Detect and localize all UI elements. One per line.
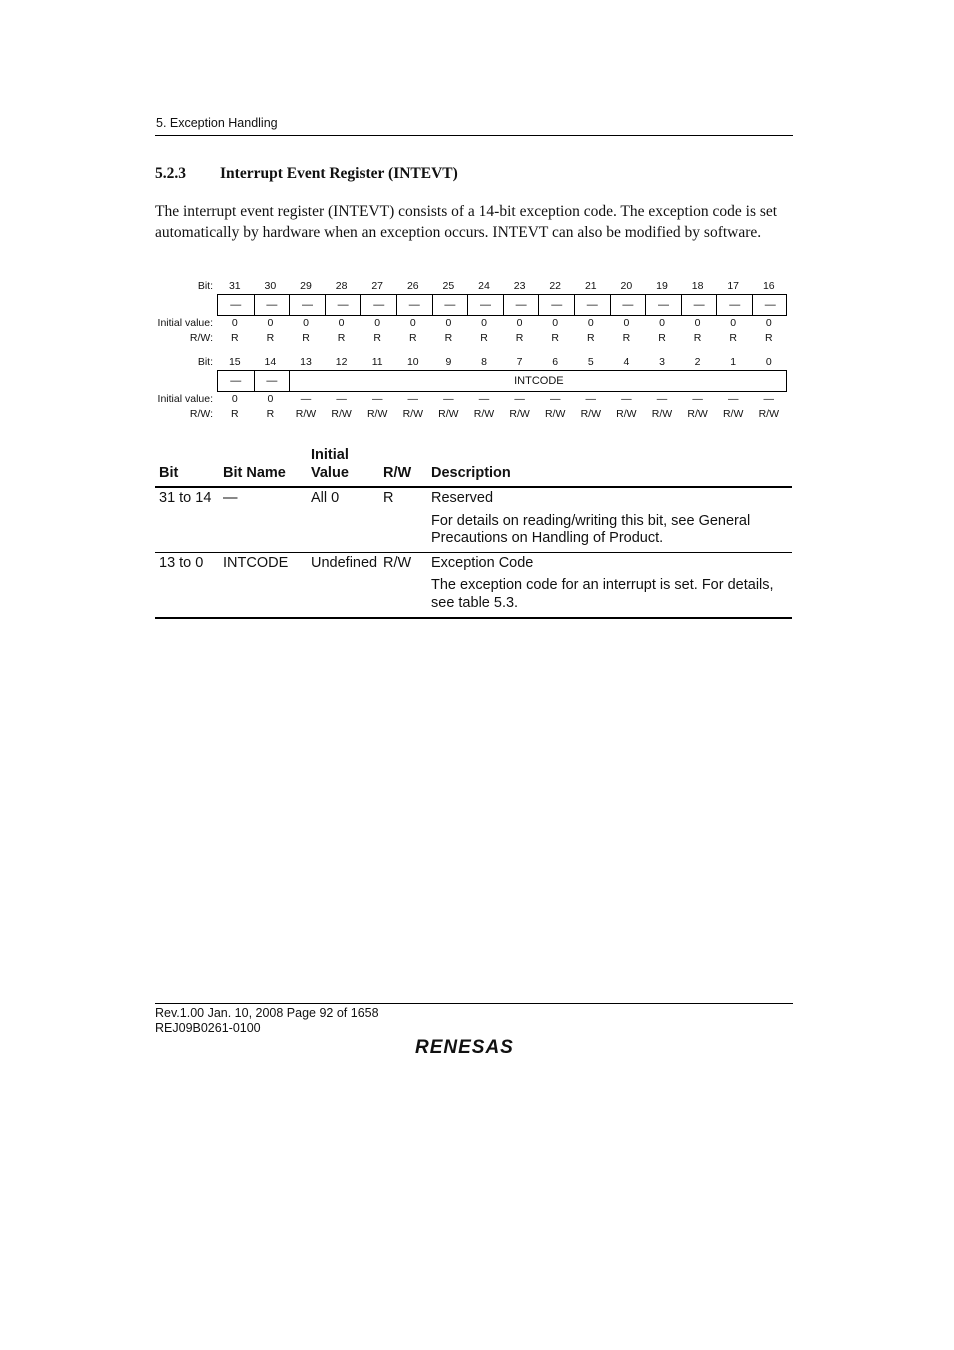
- initial-value: —: [336, 393, 347, 405]
- rw-value: R/W: [366, 408, 388, 420]
- rw-value: R: [337, 332, 346, 344]
- label-initial-value: Initial value:: [157, 317, 213, 329]
- initial-value: 0: [730, 317, 737, 329]
- row-bit: 13 to 0: [159, 555, 204, 571]
- rw-value: R: [480, 332, 488, 344]
- rw-value: R: [266, 408, 275, 420]
- label-rw: R/W:: [189, 408, 213, 420]
- initial-value: 0: [267, 393, 274, 405]
- field-reserved: —: [716, 295, 752, 315]
- rw-value: R: [587, 332, 595, 344]
- field-reserved: —: [325, 295, 361, 315]
- rw-value: R: [729, 332, 737, 344]
- initial-value: —: [407, 393, 419, 405]
- rw-value: R/W: [402, 408, 423, 420]
- rw-value: R/W: [580, 408, 601, 420]
- initial-value: 0: [374, 317, 381, 329]
- bit-number: 18: [691, 280, 704, 292]
- initial-value: 0: [338, 317, 345, 329]
- row-initial: Undefined: [311, 555, 378, 571]
- bit-number: 8: [481, 356, 487, 368]
- label-bit: Bit:: [197, 356, 213, 368]
- footer-revision: Rev.1.00 Jan. 10, 2008 Page 92 of 1658: [155, 1006, 379, 1020]
- bit-number: 28: [335, 280, 348, 292]
- rw-value: R: [622, 332, 631, 344]
- initial-value: 0: [231, 317, 238, 329]
- bit-number: 5: [587, 356, 594, 368]
- row-bit-name: —: [223, 490, 238, 506]
- row-desc-line-2: see table 5.3.: [431, 595, 519, 611]
- header-rule: [155, 486, 792, 488]
- bit-number: 15: [228, 356, 241, 368]
- rw-value: R/W: [722, 408, 744, 420]
- field-reserved: —: [432, 295, 468, 315]
- label-rw: R/W:: [189, 332, 213, 344]
- rw-value: R: [658, 332, 666, 344]
- col-header-bit-name: Bit Name: [223, 465, 286, 481]
- row-bit: 31 to 14: [159, 490, 212, 506]
- initial-value: —: [585, 393, 597, 405]
- field-reserved: —: [254, 295, 290, 315]
- bit-number: 25: [442, 280, 455, 292]
- field-reserved: —: [645, 295, 681, 315]
- initial-value: 0: [516, 317, 523, 329]
- field-reserved: —: [503, 295, 539, 315]
- initial-value: —: [549, 393, 561, 405]
- rw-value: R/W: [438, 408, 459, 420]
- bit-number: 17: [727, 280, 740, 292]
- row-desc-title: Exception Code: [431, 555, 534, 571]
- bit-number: 11: [371, 356, 383, 368]
- bit-number: 16: [762, 280, 775, 292]
- row-bit-name: INTCODE: [223, 555, 289, 571]
- initial-value: —: [300, 393, 312, 405]
- bit-number: 30: [264, 280, 277, 292]
- initial-value: 0: [409, 317, 416, 329]
- section-title: Interrupt Event Register (INTEVT): [220, 165, 458, 182]
- bit-number: 22: [549, 280, 562, 292]
- rw-value: R/W: [473, 408, 495, 420]
- field-reserved: —: [752, 295, 788, 315]
- label-initial-value: Initial value:: [157, 393, 213, 405]
- bit-number: 7: [516, 356, 523, 368]
- rw-value: R/W: [544, 408, 566, 420]
- bit-number: 14: [264, 356, 277, 368]
- rw-value: R/W: [651, 408, 673, 420]
- field-reserved: —: [230, 375, 242, 387]
- col-header-rw: R/W: [383, 465, 412, 481]
- rw-value: R: [231, 408, 239, 420]
- bit-number: 20: [620, 280, 633, 292]
- initial-value: —: [763, 393, 775, 405]
- initial-value: —: [514, 393, 525, 405]
- rw-value: R/W: [616, 408, 637, 420]
- field-reserved: —: [574, 295, 610, 315]
- running-header: [155, 115, 793, 136]
- field-reserved: —: [467, 295, 503, 315]
- row-desc-title: Reserved: [431, 490, 494, 506]
- rw-value: R: [444, 332, 453, 344]
- rw-value: R: [266, 332, 275, 344]
- initial-value: 0: [765, 317, 772, 329]
- bit-number: 21: [584, 280, 597, 292]
- rw-value: R: [693, 332, 702, 344]
- running-title: 5. Exception Handling: [156, 116, 278, 130]
- field-reserved: —: [610, 295, 646, 315]
- bit-number: 1: [730, 356, 737, 368]
- row-divider: [155, 552, 792, 553]
- initial-value: 0: [481, 317, 487, 329]
- initial-value: 0: [267, 317, 274, 329]
- field-reserved: —: [254, 371, 290, 391]
- footer-doc-number: REJ09B0261-0100: [155, 1021, 261, 1035]
- bit-number: 2: [694, 356, 701, 368]
- col-header-description: Description: [431, 465, 511, 481]
- table-bottom-rule: [155, 617, 792, 619]
- col-header-bit: Bit: [159, 465, 179, 481]
- initial-value: 0: [303, 317, 309, 329]
- row-rw: R: [383, 490, 394, 506]
- row-initial: All 0: [311, 490, 340, 506]
- section-heading: [155, 165, 458, 183]
- bit-number: 29: [300, 280, 312, 292]
- field-reserved: —: [396, 295, 432, 315]
- register-field-row: [217, 294, 787, 316]
- initial-value: 0: [552, 317, 559, 329]
- bit-number: 0: [765, 356, 772, 368]
- initial-value: —: [371, 393, 383, 405]
- col-header-initial-2: Value: [311, 465, 349, 481]
- field-reserved: —: [681, 295, 717, 315]
- rw-value: R/W: [295, 408, 317, 420]
- rw-value: R/W: [687, 408, 708, 420]
- field-reserved: —: [360, 295, 396, 315]
- bit-number: 4: [623, 356, 630, 368]
- section-number: 5.2.3: [155, 165, 186, 182]
- initial-value: —: [478, 393, 490, 405]
- field-reserved: —: [289, 295, 325, 315]
- initial-value: 0: [231, 393, 238, 405]
- initial-value: 0: [623, 317, 630, 329]
- row-rw: R/W: [383, 555, 412, 571]
- bit-number: 3: [659, 356, 665, 368]
- initial-value: 0: [694, 317, 701, 329]
- initial-value: 0: [659, 317, 665, 329]
- initial-value: —: [621, 393, 632, 405]
- intro-paragraph: The interrupt event register (INTEVT) consists of a 14-bit exception code. The exception code is set automatically by hardware when an exception occurs. INTEVT can also be modified by software.: [155, 203, 778, 241]
- row-desc-line-2: Precautions on Handling of Product.: [431, 530, 664, 546]
- initial-value: 0: [587, 317, 594, 329]
- row-desc-line-1: The exception code for an interrupt is set. For details,: [431, 577, 774, 593]
- rw-value: R: [302, 332, 310, 344]
- rw-value: R: [373, 332, 381, 344]
- field-intcode: INTCODE: [289, 371, 787, 391]
- bit-number: 12: [335, 356, 348, 368]
- bit-number: 24: [478, 280, 490, 292]
- initial-value: 0: [445, 317, 452, 329]
- rw-value: R/W: [331, 408, 352, 420]
- register-field-row: [217, 370, 787, 392]
- rw-value: R: [515, 332, 524, 344]
- initial-value: —: [692, 393, 703, 405]
- bit-number: 26: [406, 280, 419, 292]
- rw-value: R/W: [758, 408, 779, 420]
- initial-value: —: [656, 393, 668, 405]
- bit-number: 10: [406, 356, 419, 368]
- logo-text: RENESAS: [415, 1037, 514, 1058]
- footer-rule: [155, 1003, 793, 1004]
- bit-number: 9: [445, 356, 452, 368]
- initial-value: —: [443, 393, 454, 405]
- bit-number: 13: [300, 356, 312, 368]
- rw-value: R: [231, 332, 239, 344]
- bit-number: 19: [656, 280, 668, 292]
- rw-value: R: [551, 332, 559, 344]
- field-reserved: —: [230, 299, 242, 311]
- bit-number: 31: [228, 280, 241, 292]
- initial-value: —: [727, 393, 739, 405]
- renesas-logo: [415, 1034, 535, 1058]
- row-desc-line-1: For details on reading/writing this bit, see General: [431, 513, 751, 529]
- rw-value: R: [409, 332, 417, 344]
- col-header-initial-1: Initial: [311, 447, 349, 463]
- field-reserved: —: [538, 295, 574, 315]
- bit-number: 6: [552, 356, 559, 368]
- bit-number: 23: [513, 280, 526, 292]
- label-bit: Bit:: [197, 280, 213, 292]
- rw-value: R: [765, 332, 773, 344]
- rw-value: R/W: [509, 408, 530, 420]
- bit-number: 27: [371, 280, 384, 292]
